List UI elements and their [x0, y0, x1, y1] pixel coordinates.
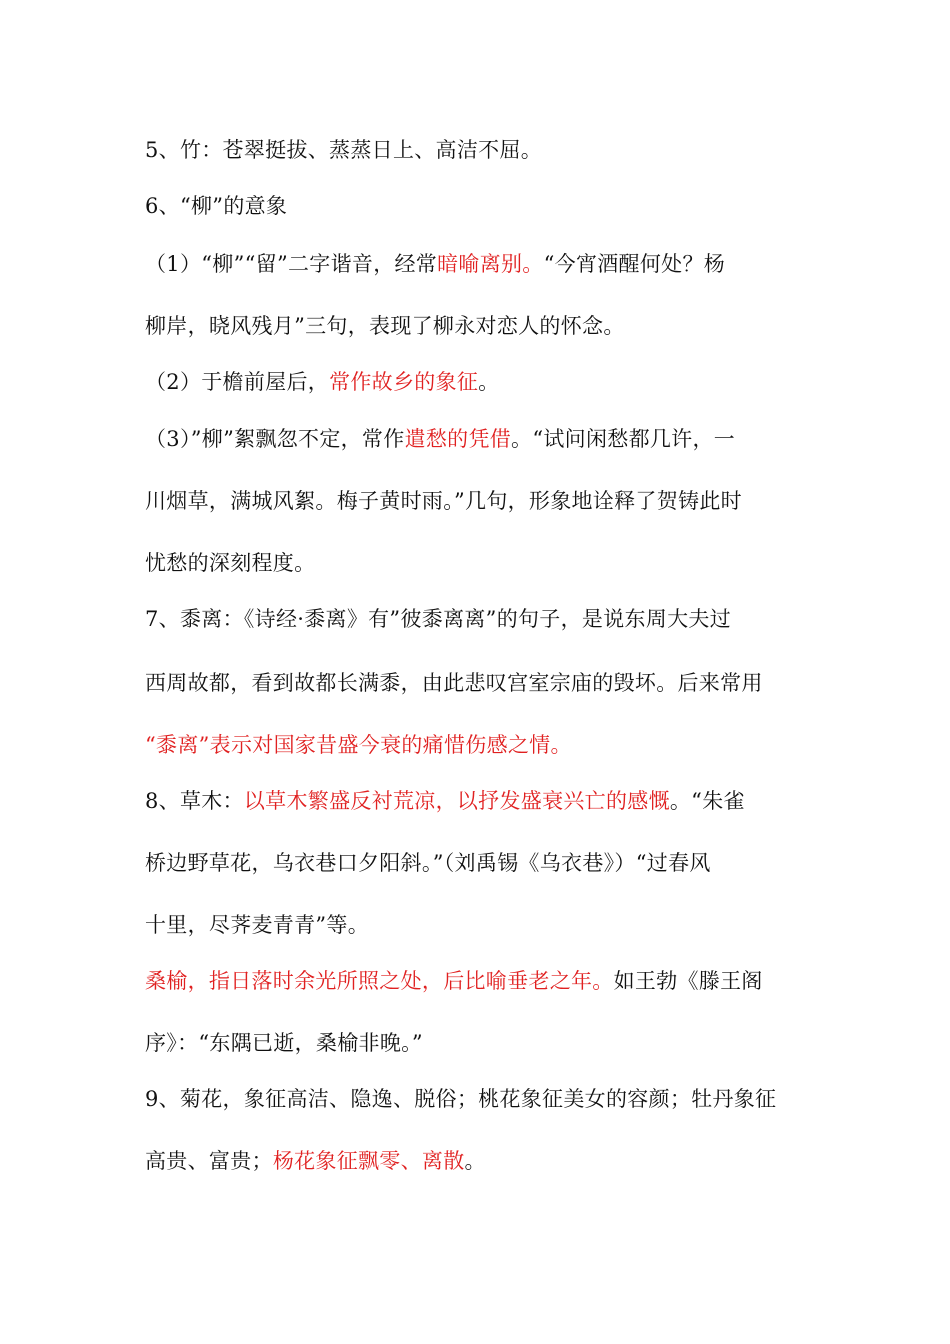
text-run: （3）”柳”絮飘忽不定，常作	[145, 427, 405, 451]
text-run: “今宵酒醒何处？杨	[543, 252, 726, 276]
text-line-caomu-b	[145, 849, 815, 877]
text-run: 柳岸，晓风残月”三句，表现了柳永对恋人的怀念。	[145, 314, 625, 338]
text-line-shuli-b	[145, 669, 815, 697]
highlight-run: 常作故乡的象征	[329, 370, 479, 394]
text-run: 5、竹：苍翠挺拔、蒸蒸日上、高洁不屈。	[145, 138, 543, 162]
text-line-willow-1b	[145, 312, 815, 340]
text-run: 6、“柳”的意象	[145, 194, 288, 218]
text-run: 9、菊花，象征高洁、隐逸、脱俗；桃花象征美女的容颜；牡丹象征	[145, 1087, 777, 1111]
text-line-flowers-a	[145, 1085, 815, 1113]
text-run: 序》：“东隅已逝，桑榆非晚。”	[145, 1031, 423, 1055]
text-line-bamboo	[145, 136, 815, 164]
text-run: 。“朱雀	[669, 789, 745, 813]
text-run: 西周故都，看到故都长满黍，由此悲叹宫室宗庙的毁坏。后来常用	[145, 671, 763, 695]
text-line-shuli-c	[145, 731, 815, 759]
text-line-willow-3b	[145, 487, 815, 515]
text-run: 7、黍离：《诗经·黍离》有”彼黍离离”的句子，是说东周大夫过	[145, 607, 732, 631]
text-line-sangyu-b	[145, 1029, 815, 1057]
highlight-run: “黍离”表示对国家昔盛今衰的痛惜伤感之情。	[145, 733, 572, 757]
text-run: （2）于檐前屋后，	[145, 370, 330, 394]
highlight-run: 遣愁的凭借	[404, 427, 512, 451]
text-line-flowers-b	[145, 1147, 815, 1175]
highlight-run: 暗喻离别。	[437, 252, 544, 276]
text-run: 8、草木：	[145, 789, 244, 813]
text-run: （1）“柳”“留”二字谐音，经常	[145, 252, 438, 276]
text-line-willow-3a	[145, 425, 815, 453]
text-line-caomu-a	[145, 787, 815, 815]
text-line-willow-1a	[145, 250, 815, 278]
text-run: 川烟草，满城风絮。梅子黄时雨。”几句，形象地诠释了贺铸此时	[145, 489, 742, 513]
text-line-willow-heading	[145, 192, 815, 220]
text-line-caomu-c	[145, 911, 815, 939]
text-line-sangyu-a	[145, 967, 815, 995]
text-run: 忧愁的深刻程度。	[145, 551, 316, 575]
text-run: 桥边野草花，乌衣巷口夕阳斜。”（刘禹锡《乌衣巷》）“过春风	[145, 851, 711, 875]
highlight-run: 以草木繁盛反衬荒凉，以抒发盛衰兴亡的感慨	[243, 789, 670, 813]
text-run: 。“试问闲愁都几许，一	[511, 427, 736, 451]
highlight-run: 桑榆，指日落时余光所照之处，后比喻垂老之年。	[145, 969, 614, 993]
text-run: 。	[464, 1149, 486, 1173]
text-line-shuli-a	[145, 605, 815, 633]
text-run: 十里，尽荠麦青青”等。	[145, 913, 370, 937]
text-run: 。	[478, 370, 500, 394]
text-line-willow-3c	[145, 549, 815, 577]
text-run: 如王勃《滕王阁	[613, 969, 763, 993]
text-line-willow-2	[145, 368, 815, 396]
text-run: 高贵、富贵；	[145, 1149, 273, 1173]
highlight-run: 杨花象征飘零、离散	[272, 1149, 465, 1173]
